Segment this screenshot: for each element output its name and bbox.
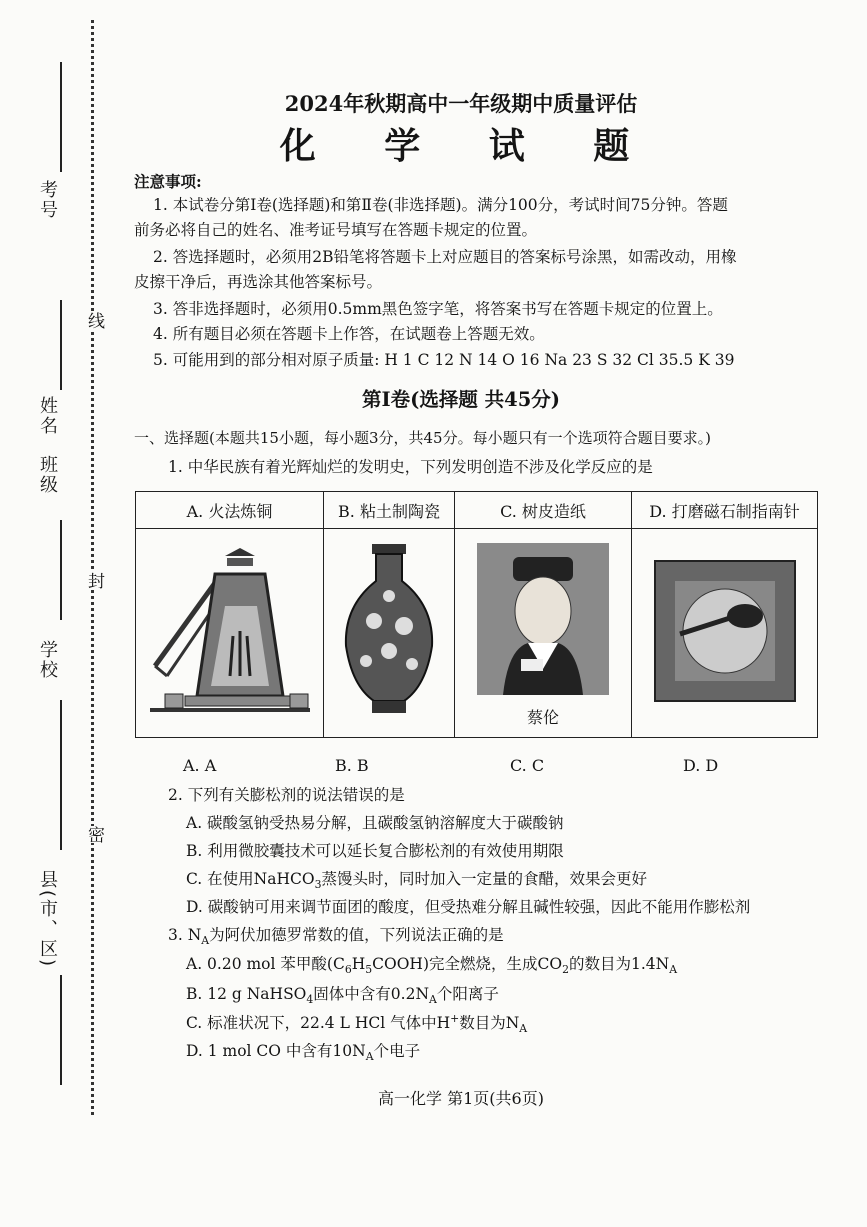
exam-no-label: 考号 — [37, 180, 58, 220]
q1-option-d: D. 打磨磁石制指南针 — [632, 492, 818, 529]
compass-image — [632, 529, 818, 738]
note-2a: 2. 答选择题时，必须用2B铅笔将答题卡上对应题目的答案标号涂黑，如需改动，用橡 — [153, 248, 737, 266]
name-label: 姓名 — [37, 396, 58, 436]
note-1a: 1. 本试卷分第Ⅰ卷(选择题)和第Ⅱ卷(非选择题)。满分100分，考试时间75分钟。答题 — [153, 196, 728, 214]
q1-option-a: A. 火法炼铜 — [136, 492, 324, 529]
notes-heading: 注意事项: — [134, 172, 202, 191]
note-5: 5. 可能用到的部分相对原子质量: H 1 C 12 N 14 O 16 Na 23 S 32 Cl 35.5 K 39 — [153, 351, 735, 369]
q3-option-a: A. 0.20 mol 苯甲酸$(C_6H_5COOH)$完全燃烧，生成$CO_2$的数目为$1.4N_A$ — [186, 955, 678, 977]
note-2b: 皮擦干净后，再选涂其他答案标号。 — [134, 273, 383, 291]
binding-dotted-line — [91, 20, 94, 1115]
page-footer: 高一化学 第1页(共6页) — [378, 1089, 544, 1108]
q2-stem: 2. 下列有关膨松剂的说法错误的是 — [168, 786, 405, 804]
cai-lun-portrait — [455, 529, 632, 738]
q1-options-table — [135, 491, 818, 738]
class-rule — [60, 520, 62, 620]
q1-stem: 1. 中华民族有着光辉灿烂的发明史，下列发明创造不涉及化学反应的是 — [168, 458, 653, 476]
q3-stem: 3. $N_A$为阿伏加德罗常数的值，下列说法正确的是 — [168, 926, 504, 948]
q2-option-d: D. 碳酸钠可用来调节面团的酸度，但受热难分解且碱性较强，因此不能用作膨松剂 — [186, 898, 751, 916]
furnace-image — [136, 529, 324, 738]
name-rule — [60, 300, 62, 390]
section-instruction: 一、选择题(本题共15小题，每小题3分，共45分。每小题只有一个选项符合题目要求。) — [134, 429, 711, 447]
vase-image — [324, 529, 455, 738]
note-3: 3. 答非选择题时，必须用0.5mm黑色签字笔，将答案书写在答题卡规定的位置上。 — [153, 300, 723, 318]
q3-option-c: C. 标准状况下，22.4 L HCl 气体中H+数目为$N_A$ — [186, 1011, 528, 1036]
cut-mark-line: 线 — [82, 312, 107, 329]
q3-option-d: D. 1 mol CO 中含有$10N_A$个电子 — [186, 1042, 421, 1064]
cut-mark-tight: 密 — [82, 826, 107, 843]
class-label: 班级 — [37, 455, 58, 495]
q2-option-c: C. 在使用NaHCO$_3$蒸馒头时，同时加入一定量的食醋，效果会更好 — [186, 870, 647, 892]
school-rule — [60, 700, 62, 850]
section-title: 第Ⅰ卷(选择题 共45分) — [362, 388, 560, 411]
q1-answer-c: C. C — [510, 756, 545, 775]
county-label: 县(市、区) — [37, 870, 58, 969]
q1-option-c: C. 树皮造纸 — [455, 492, 632, 529]
exam-subtitle: 2024年秋期高中一年级期中质量评估 — [284, 91, 638, 116]
cut-mark-seal: 封 — [82, 572, 107, 589]
q3-option-b: B. 12 g NaHSO$_4$固体中含有$0.2N_A$个阳离子 — [186, 985, 499, 1007]
q2-option-a: A. 碳酸氢钠受热易分解，且碳酸氢钠溶解度大于碳酸钠 — [186, 814, 564, 832]
note-1b: 前务必将自己的姓名、准考证号填写在答题卡规定的位置。 — [134, 221, 538, 239]
q2-option-b: B. 利用微胶囊技术可以延长复合膨松剂的有效使用期限 — [186, 842, 564, 860]
q1-answer-b: B. B — [335, 756, 369, 775]
exam-title: 化 学 试 题 — [279, 125, 658, 167]
q1-answer-d: D. D — [683, 756, 719, 775]
q1-answer-a: A. A — [183, 756, 217, 775]
cai-lun-caption: 蔡伦 — [526, 707, 559, 727]
note-4: 4. 所有题目必须在答题卡上作答，在试题卷上答题无效。 — [153, 325, 545, 343]
county-rule — [60, 975, 62, 1085]
q1-option-b: B. 粘土制陶瓷 — [324, 492, 455, 529]
school-label: 学校 — [37, 640, 58, 680]
